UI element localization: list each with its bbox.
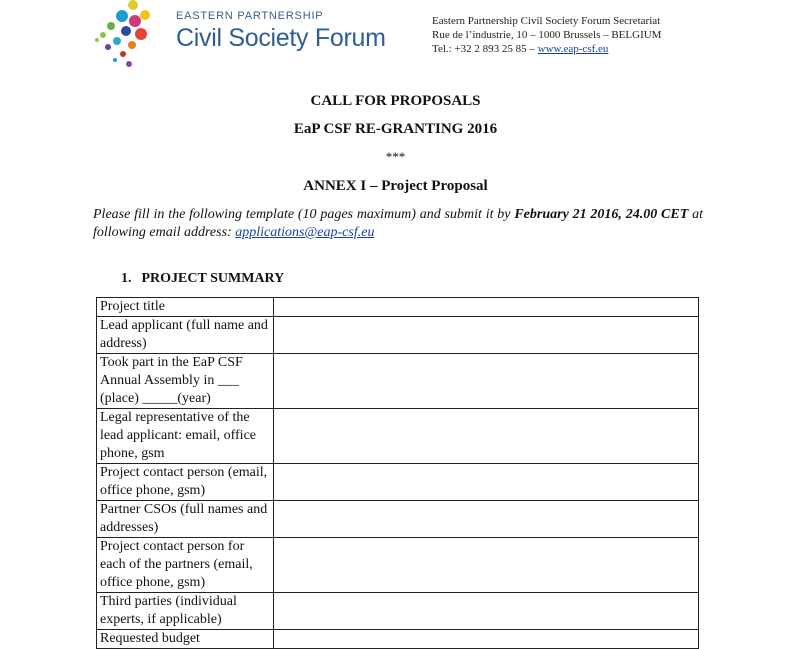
table-row — [97, 538, 699, 593]
secretariat-address — [432, 14, 661, 56]
table-row — [97, 501, 699, 538]
annex-title: ANNEX I – Project Proposal — [303, 178, 488, 194]
email-link[interactable]: applications@eap-csf.eu — [235, 225, 375, 240]
logo-text — [176, 9, 386, 53]
table-body — [97, 298, 699, 649]
table-row — [97, 630, 699, 649]
deadline: February 21 2016, 24.00 CET — [514, 207, 689, 222]
row-value-field[interactable] — [274, 317, 699, 354]
address-tel: Tel.: +32 2 893 25 85 – — [432, 43, 538, 55]
row-value-field[interactable] — [274, 501, 699, 538]
table-row — [97, 354, 699, 409]
regranting-title: EaP CSF RE-GRANTING 2016 — [293, 121, 498, 137]
project-summary-table — [96, 297, 699, 649]
section-title: PROJECT SUMMARY — [141, 271, 285, 286]
row-label: Project contact person for each of the partners (email, office phone, gsm) — [97, 538, 274, 593]
row-label: Project title — [97, 298, 274, 317]
intro-text-1: Please fill in the following template (10 pages maximum) and submit it by — [93, 207, 515, 222]
website-link[interactable]: www.eap-csf.eu — [537, 43, 609, 55]
section-number: 1. — [121, 271, 132, 286]
civil-society-forum-logo-icon — [93, 0, 153, 68]
title-separator: *** — [385, 149, 406, 164]
row-label: Partner CSOs (full names and addresses) — [97, 501, 274, 538]
address-line-3 — [432, 42, 661, 56]
row-label: Project contact person (email, office phone, gsm) — [97, 464, 274, 501]
intro-text-2: at following email address: — [93, 207, 704, 240]
table-row — [97, 317, 699, 354]
row-label: Requested budget — [97, 630, 274, 649]
row-value-field[interactable] — [274, 538, 699, 593]
row-value-field[interactable] — [274, 298, 699, 317]
call-title: CALL FOR PROPOSALS — [310, 93, 481, 109]
table-row — [97, 464, 699, 501]
row-label: Legal representative of the lead applicant: email, office phone, gsm — [97, 409, 274, 464]
logo-title: Civil Society Forum — [176, 24, 386, 52]
row-value-field[interactable] — [274, 464, 699, 501]
row-value-field[interactable] — [274, 630, 699, 649]
address-line-1: Eastern Partnership Civil Society Forum Secretariat — [432, 15, 661, 27]
row-value-field[interactable] — [274, 354, 699, 409]
row-label: Took part in the EaP CSF Annual Assembly in ___ (place) _____(year) — [97, 354, 274, 409]
row-label: Lead applicant (full name and address) — [97, 317, 274, 354]
address-line-2: Rue de l’industrie, 10 – 1000 Brussels – BELGIUM — [432, 29, 662, 41]
table-row — [97, 298, 699, 317]
table-row — [97, 409, 699, 464]
row-value-field[interactable] — [274, 593, 699, 630]
row-label: Third parties (individual experts, if applicable) — [97, 593, 274, 630]
section-heading — [121, 271, 284, 287]
row-value-field[interactable] — [274, 409, 699, 464]
logo-subtitle: EASTERN PARTNERSHIP — [176, 10, 324, 22]
intro-paragraph — [93, 206, 703, 242]
table-row — [97, 593, 699, 630]
